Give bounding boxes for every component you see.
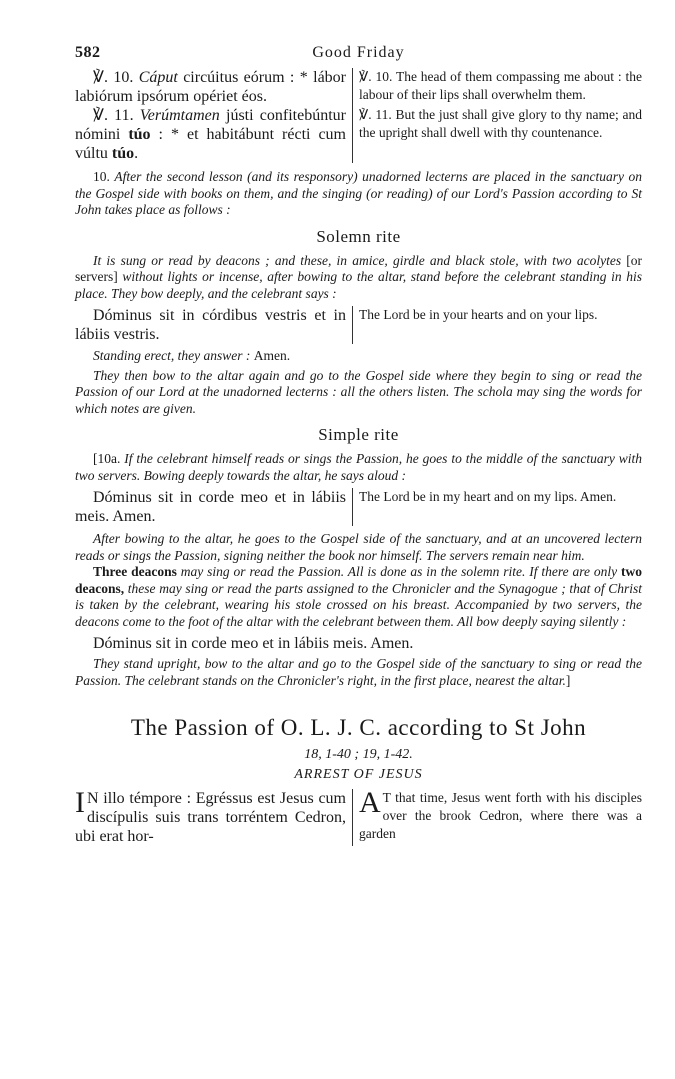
verse-11-english: ℣. 11. But the just shall give glory to thy name; and the upright shall dwell with thy countenance.: [359, 107, 642, 140]
simple-rubric-4: They stand upright, bow to the altar and go to the Gospel side of the sanctuary to sing or read the Passion. The celebrant stands on the Chronicler's right, in the first place, nearest the altar.]: [75, 656, 642, 688]
solemn-rubric-1: It is sung or read by deacons ; and these, in amice, girdle and black stole, with two acolytes [or servers] without lights or incense, after bowing to the altar, stand before the celebrant standing in his place. They bow deeply, and the celebrant says :: [75, 252, 642, 301]
page: [75, 44, 642, 846]
passion-opening-latin: I N illo témpore : Egréssus est Jesus cum discípulis suis trans torréntem Cedron, ubi erat hor-: [75, 789, 353, 846]
passion-opening-english: A T that time, Jesus went forth with his disciples over the brook Cedron, where there was a garden: [359, 786, 642, 841]
solemn-rite-heading: Solemn rite: [316, 226, 401, 246]
verse-11-block: [75, 106, 642, 163]
drop-cap-english: A: [359, 786, 381, 819]
solemn-greeting: [75, 306, 642, 344]
passion-reference: 18, 1-40 ; 19, 1-42.: [304, 747, 413, 762]
running-header: [75, 44, 642, 68]
verse-10-block: [75, 68, 642, 106]
simple-greeting-latin-2: Dóminus sit in corde meo et in lábiis meis. Amen.: [93, 635, 414, 652]
simple-greeting: [75, 488, 642, 526]
solemn-greeting-english: The Lord be in your hearts and on your lips.: [359, 307, 598, 322]
simple-greeting-latin: Dóminus sit in corde meo et in lábiis meis. Amen.: [75, 488, 353, 526]
simple-rubric-1: [10a. If the celebrant himself reads or sings the Passion, he goes to the middle of the sanctuary with two servers. Bowing deeply towards the altar, he says aloud :: [75, 451, 642, 483]
simple-rubric-3: Three deacons may sing or read the Passion. All is done as in the solemn rite. If there are only two deacons, these may sing or read the parts assigned to the Chronicler and the Synagogue ; that of Christ is taken by the celebrant, wearing his stole crossed on his breast. Accompanied by two servers, the deacons come to the foot of the altar with the celebrant between them. All bow deeply saying silently :: [75, 564, 642, 629]
verse-10-english: ℣. 10. The head of them compassing me about : the labour of their lips shall overwhelm them.: [359, 69, 642, 102]
passion-opening: [75, 786, 642, 846]
section-title-arrest: ARREST OF JESUS: [294, 767, 423, 782]
running-title: Good Friday: [312, 44, 405, 61]
page-number: 582: [75, 44, 101, 61]
rubric-10: 10. After the second lesson (and its responsory) unadorned lecterns are placed in the sanctuary on the Gospel side with books on them, and the singing (or reading) of our Lord's Passion according to St John takes place as follows :: [75, 169, 642, 217]
verse-10-latin: ℣. 10. Cáput circúitus eórum : * lábor labiórum ipsórum opériet éos.: [75, 68, 353, 106]
simple-rite-heading: Simple rite: [318, 425, 399, 444]
solemn-greeting-latin: Dóminus sit in córdibus vestris et in lábiis vestris.: [75, 306, 353, 344]
solemn-rubric-2: They then bow to the altar again and go to the Gospel side where they begin to sing or read the Passion of our Lord at the unadorned lecterns : all the others listen. The schola may sing the words for which notes are given.: [75, 367, 642, 416]
drop-cap-latin: I: [75, 786, 85, 819]
simple-greeting-english: The Lord be in my heart and on my lips. Amen.: [359, 489, 617, 504]
verse-11-latin: ℣. 11. Verúmtamen jústi confitebúntur nómini túo : * et habitábunt récti cum vúltu túo.: [75, 106, 353, 163]
passion-title: The Passion of O. L. J. C. according to St John: [130, 715, 587, 740]
simple-rubric-2: After bowing to the altar, he goes to the Gospel side of the sanctuary, and at an uncovered lectern reads or sings the Passion, signing neither the book nor himself. The servers remain near him.: [75, 531, 642, 563]
solemn-answer: Standing erect, they answer : Amen.: [93, 348, 291, 363]
